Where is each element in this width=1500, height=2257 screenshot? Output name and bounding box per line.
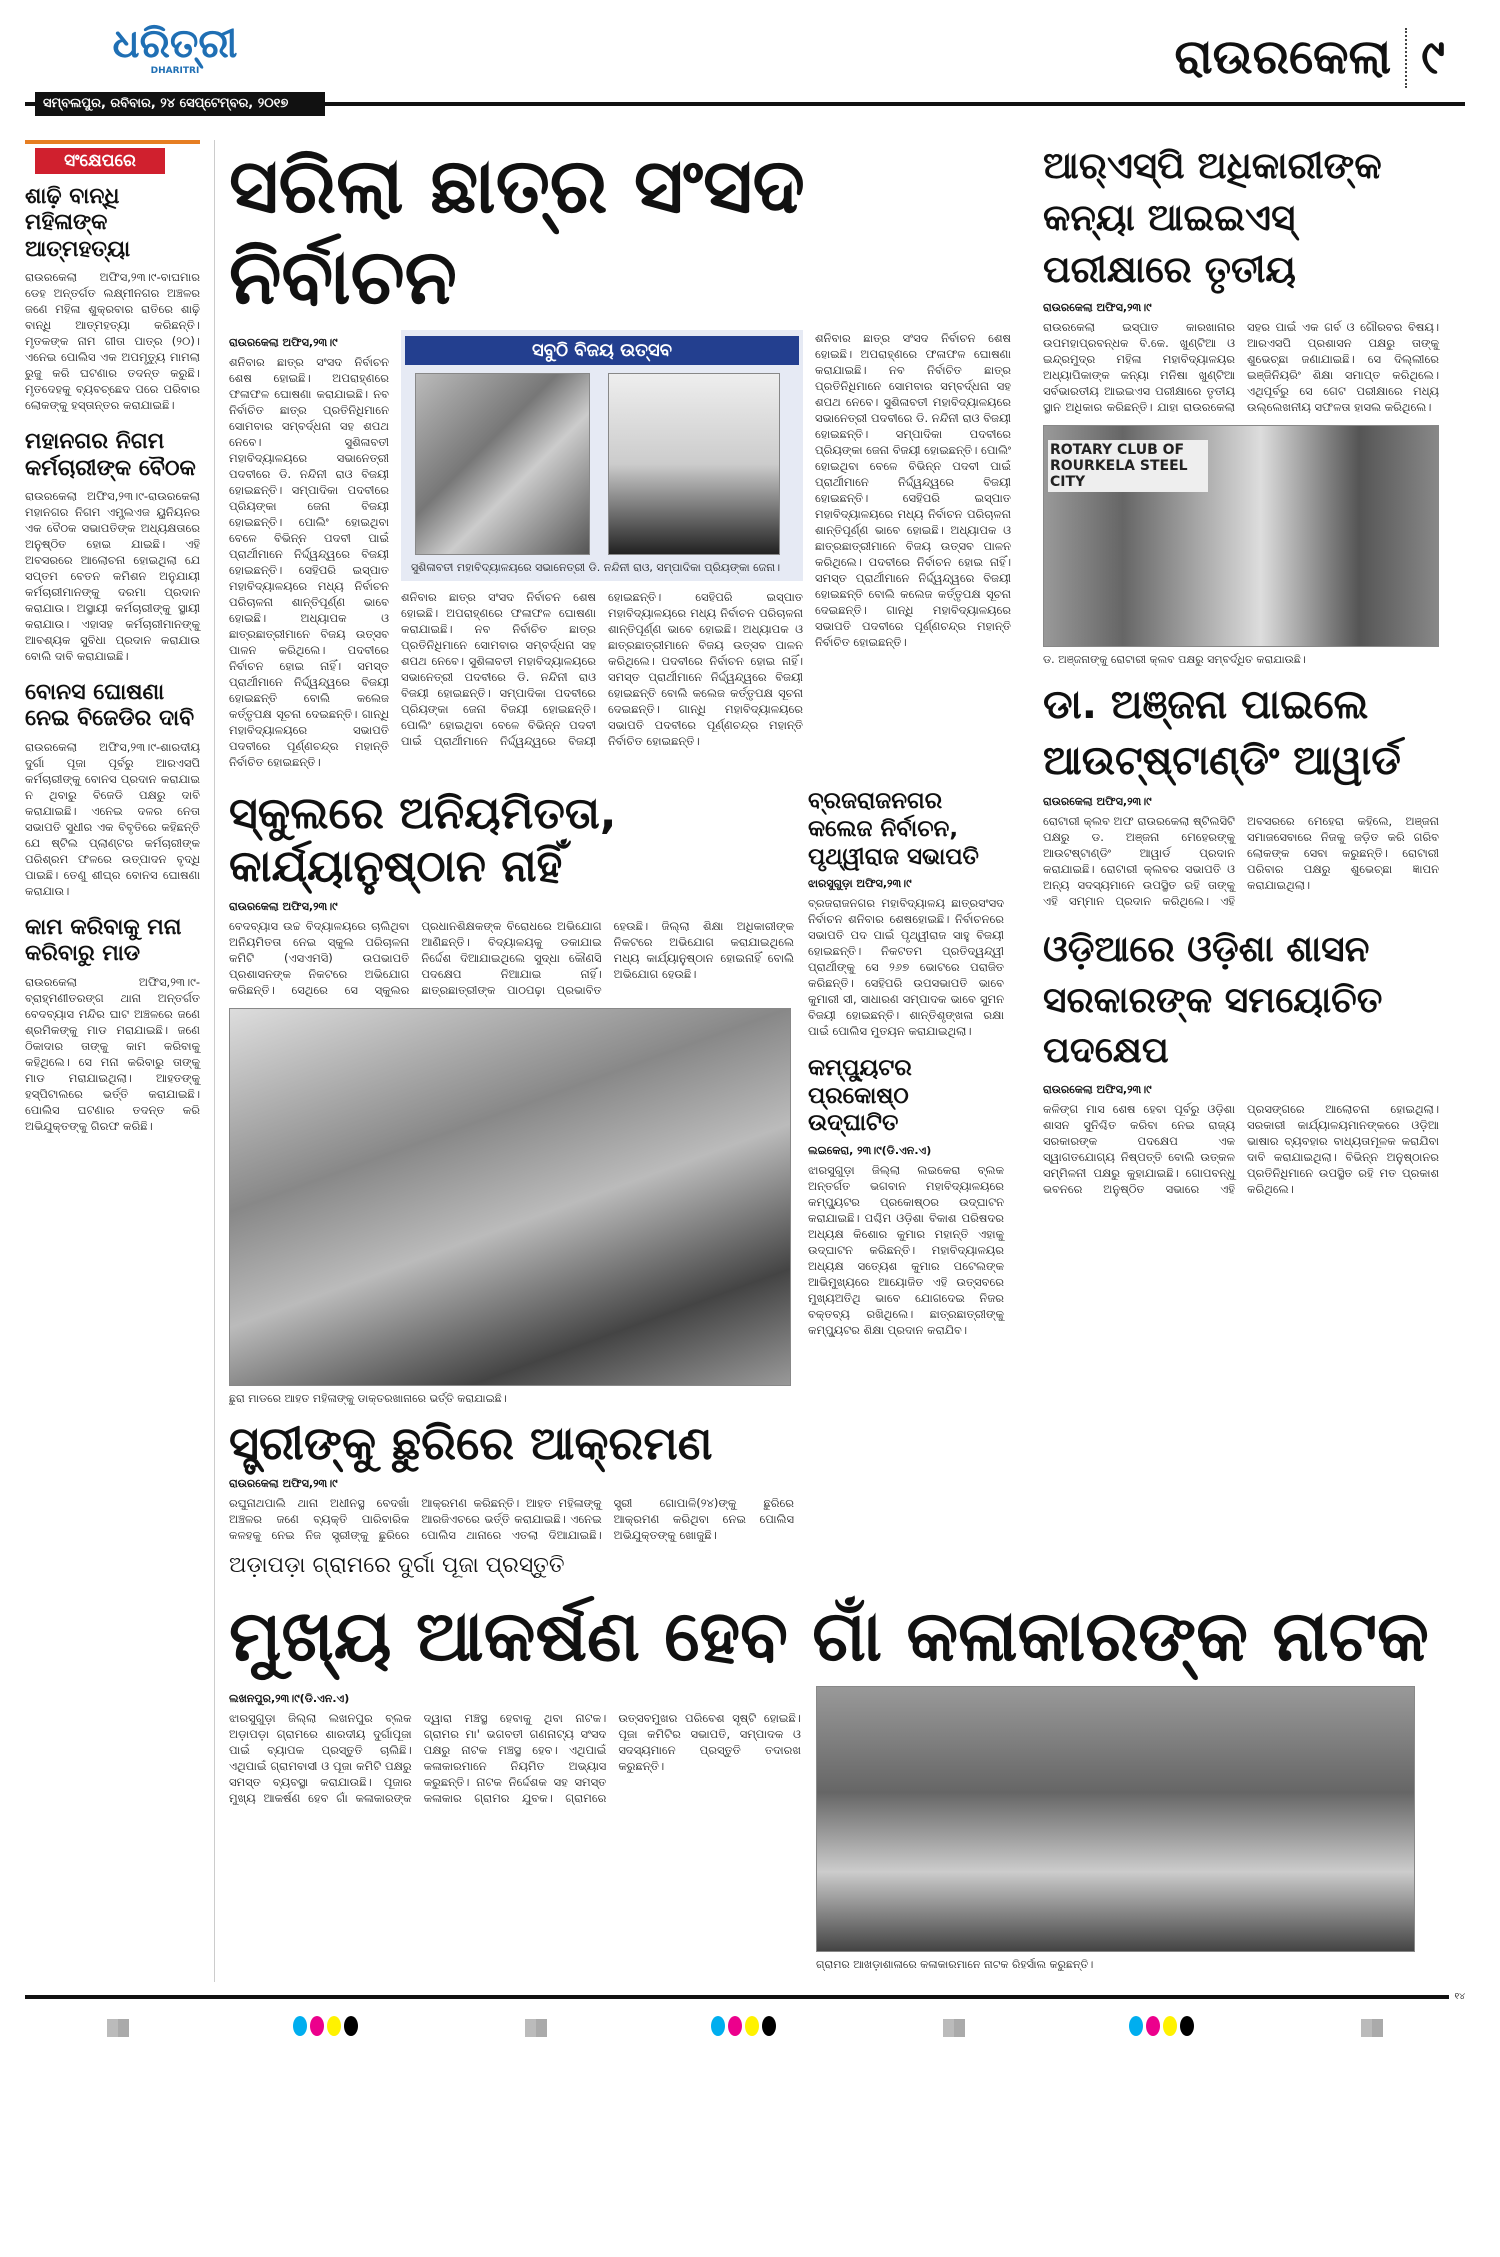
rsp-dateline: ରାଉରକେଲା ଅଫିସ,୨୩।୯ (1043, 301, 1152, 315)
brief-title: ମହାନଗର ନିଗମ କର୍ମଚାରୀଙ୍କ ବୈଠକ (25, 429, 196, 481)
durga-row (229, 1686, 1465, 1982)
anjana-text: ରୋଟାରୀ କ୍ଲବ ଅଫ ରାଉରକେଲା ଷ୍ଟିଲସିଟି ପକ୍ଷରୁ ଡ. ଅଞ୍ଜନା ମେହେରଙ୍କୁ ଆଉଟଷ୍ଟାଣ୍ଡିଂ ଆୱାର୍ଡ ପ୍ରଦାନ କରାଯାଇଛି। ରୋଟାରୀ କ୍ଲବର ସଭାପତି ଓ ଅନ୍ୟ ସଦସ୍ୟମାନେ ଉପସ୍ଥିତ ରହି ତାଙ୍କୁ ଏହି ସମ୍ମାନ ପ୍ରଦାନ କରିଥିଲେ। ଏହି ଅବସରରେ ମେହେରା କହିଲେ, ଅଞ୍ଜନା ସମାଜସେବାରେ ନିଜକୁ ଜଡ଼ିତ କରି ଗରିବ ଲୋକଙ୍କ ସେବା କରୁଛନ୍ତି। ରୋଟାରୀ ପରିବାର ପକ୍ଷରୁ ଶୁଭେଚ୍ଛା ଜ୍ଞାପନ କରାଯାଇଥିଲା। (1043, 814, 1439, 909)
registration-mark (107, 2019, 129, 2037)
brief-text: ରାଉରକେଲା ଅଫିସ,୨୩।୯-ବାଘମାର ଡେହ ଅନ୍ତର୍ଗତ ଲକ୍ଷ୍ମୀନଗର ଅଞ୍ଚଳର ଜଣେ ମହିଳା ଶୁକ୍ରବାର ରାତିରେ ଶାଢ଼ି ବାନ୍ଧି ଆତ୍ମହତ୍ୟା କରିଛନ୍ତି। ମୃତକଙ୍କ ନାମ ଗୀତା ପାତ୍ର (୨୦)। ଏନେଇ ପୋଲିସ ଏକ ଅପମୃତ୍ୟୁ ମାମଲା ରୁଜୁ କରି ଘଟଣାର ତଦନ୍ତ କରୁଛି। ମୃତଦେହକୁ ବ୍ୟବଚ୍ଛେଦ ପରେ ପରିବାର ଲୋକଙ୍କୁ ହସ୍ତାନ୍ତର କରାଯାଇଛି। (25, 270, 200, 413)
brief-label-bar (25, 140, 200, 144)
rotary-award-photo: ROTARY CLUB OF ROURKELA STEEL CITY (1043, 425, 1439, 647)
stab-text: ରଘୁନାଥପାଲି ଥାନା ଅଧୀନସ୍ଥ ବେଦଖାଁ ଅଞ୍ଚଳର ଜଣେ ବ୍ୟକ୍ତି ପାରିବାରିକ କଳହକୁ ନେଇ ନିଜ ସ୍ତ୍ରୀଙ୍କୁ ଛୁରିରେ ଆକ୍ରମଣ କରିଛନ୍ତି। ଆହତ ମହିଳାଙ୍କୁ ଆରଜିଏଚରେ ଭର୍ତ୍ତି କରାଯାଇଛି। ଏନେଇ ପୋଲିସ ଥାନାରେ ଏତଲା ଦିଆଯାଇଛି। ସ୍ତ୍ରୀ ଗୋପାଳି(୨୪)ଙ୍କୁ ଛୁରିରେ ଆକ୍ରମଣ କରିଥିବା ନେଇ ପୋଲିସ ଅଭିଯୁକ୍ତଙ୍କୁ ଖୋଜୁଛି। (229, 1496, 794, 1543)
brief-text: ରାଉରକେଲା ଅଫିସ,୨୩।୯-ରାଉରକେଲା ମହାନଗର ନିଗମ ଏମ୍ପ୍ଲଏଜ ୟୁନିୟନର ଏକ ବୈଠକ ସଭାପତିଙ୍କ ଅଧ୍ୟକ୍ଷତାରେ ଅନୁଷ୍ଠିତ ହୋଇ ଯାଇଛି। ଏହି ଅବସରରେ ଆଲୋଚନା ହୋଇଥିଲା ଯେ ସପ୍ତମ ବେତନ କମିଶନ ଅନୁଯାୟୀ କର୍ମଚାରୀମାନଙ୍କୁ ଦରମା ପ୍ରଦାନ କରାଯାଉ। ଅସ୍ଥାୟୀ କର୍ମଚାରୀଙ୍କୁ ସ୍ଥାୟୀ କରାଯାଉ। ଏହାସହ କର୍ମଚାରୀମାନଙ୍କୁ ଆବଶ୍ୟକ ସୁବିଧା ପ୍ରଦାନ କରାଯାଉ ବୋଲି ଦାବି କରାଯାଇଛି। (25, 488, 200, 663)
lead-col-1 (229, 330, 389, 770)
brajaraj-text: ବ୍ରଜରାଜନଗର ମହାବିଦ୍ୟାଳୟ ଛାତ୍ରସଂସଦ ନିର୍ବାଚନ ଶନିବାର ଶେଷହୋଇଛି। ନିର୍ବାଚନରେ ସଭାପତି ପଦ ପାଇଁ ପୃଥ୍ୱୀରାଜ ସାହୁ ବିଜୟୀ ହୋଇଛନ୍ତି। ନିକଟତମ ପ୍ରତିଦ୍ୱନ୍ଦ୍ୱୀ ପ୍ରାର୍ଥୀଙ୍କୁ ସେ ୨୬୭ ଭୋଟରେ ପରାଜିତ କରିଛନ୍ତି। ସେହିପରି ଉପସଭାପତି ଭାବେ କୁମାରୀ ସୀ, ସାଧାରଣ ସମ୍ପାଦକ ଭାବେ ସୁମନ ବିଜୟୀ ହୋଇଛନ୍ତି। ଶାନ୍ତିଶୃଙ୍ଖଳା ରକ୍ଷା ପାଇଁ ପୋଲିସ ମୁତୟନ କରାଯାଇଥିଲା। (808, 896, 1004, 1039)
masthead (25, 22, 1465, 122)
footer-rule-row (25, 1992, 1465, 2002)
durga-story (229, 1594, 1465, 1982)
school-dateline: ରାଉରକେଲା ଅଫିସ,୨୩।୯ (229, 899, 338, 913)
durga-text: ଝାରସୁଗୁଡ଼ା ଜିଲ୍ଲା ଲଖନପୁର ବ୍ଲକ ଅଡ଼ାପଡ଼ା ଗ୍ରାମରେ ଶାରଦୀୟ ଦୁର୍ଗାପୂଜା ପାଇଁ ବ୍ୟାପକ ପ୍ରସ୍ତୁତି ଚାଲିଛି। ଏଥିପାଇଁ ଗ୍ରାମବାସୀ ଓ ପୂଜା କମିଟି ପକ୍ଷରୁ ସମସ୍ତ ବ୍ୟବସ୍ଥା କରାଯାଉଛି। ପୂଜାର ମୁଖ୍ୟ ଆକର୍ଷଣ ହେବ ଗାଁ କଳାକାରଙ୍କ ଦ୍ୱାରା ମଞ୍ଚସ୍ଥ ହେବାକୁ ଥିବା ନାଟକ। ଗ୍ରାମର ମା' ଭଗବତୀ ଗଣନାଟ୍ୟ ସଂସଦ ପକ୍ଷରୁ ନାଟକ ମଞ୍ଚସ୍ଥ ହେବ। ଏଥିପାଇଁ କଳାକାରମାନେ ନିୟମିତ ଅଭ୍ୟାସ କରୁଛନ୍ତି। ନାଟକ ନିର୍ଦ୍ଦେଶକ ସହ ସମସ୍ତ କଳାକାର ଗ୍ରାମର ଯୁବକ। ଗ୍ରାମରେ ଉତ୍ସବମୁଖର ପରିବେଶ ସୃଷ୍ଟି ହୋଇଛି। ପୂଜା କମିଟିର ସଭାପତି, ସମ୍ପାଦକ ଓ ସଦସ୍ୟମାନେ ପ୍ରସ୍ତୁତି ତଦାରଖ କରୁଛନ୍ତି। (229, 1710, 801, 1805)
drama-photo-caption: ଗ୍ରାମର ଆଖଡ଼ାଶାଳାରେ କଳାକାରମାନେ ନାଟକ ରିହର୍ସାଲ କରୁଛନ୍ତି। (816, 1957, 1094, 1971)
page-body (25, 140, 1465, 1982)
drama-rehearsal-photo (816, 1686, 1415, 1952)
registration-mark (525, 2019, 547, 2037)
durga-dateline: ଲଖନପୁର,୨୩।୯(ଡି.ଏନ.ଏ) (229, 1691, 350, 1705)
section-name: ରାଉରକେଲା (1174, 29, 1392, 86)
logo: ଧରିତ୍ରୀ DHARITRI (112, 21, 238, 76)
school-text: ବେଦବ୍ୟାସ ଉଚ୍ଚ ବିଦ୍ୟାଳୟରେ ଚାଲିଥିବା ଅନିୟମିତତା ନେଇ ସ୍କୁଲ ପରିଚାଳନା କମିଟି (ଏସଏମସି) ଉପଭାପତି ପ୍ରଶାସନଙ୍କ ନିକଟରେ ଅଭିଯୋଗ କରିଛନ୍ତି। ସେଥିରେ ସେ ସ୍କୁଲର ପ୍ରଧାନଶିକ୍ଷକଙ୍କ ବିରୋଧରେ ଅଭିଯୋଗ ଆଣିଛନ୍ତି। ବିଦ୍ୟାଳୟକୁ ଡକାଯାଇ ନିର୍ଦ୍ଦେଶ ଦିଆଯାଇଥିଲେ ସୁଦ୍ଧା କୌଣସି ପଦକ୍ଷେପ ନିଆଯାଇ ନାହିଁ। ଛାତ୍ରଛାତ୍ରୀଙ୍କ ପାଠପଢ଼ା ପ୍ରଭାବିତ ହେଉଛି। ଜିଲ୍ଲା ଶିକ୍ଷା ଅଧିକାରୀଙ୍କ ନିକଟରେ ଅଭିଯୋଗ କରାଯାଇଥିଲେ ମଧ୍ୟ କାର୍ଯ୍ୟାନୁଷ୍ଠାନ ହୋଇନାହିଁ ବୋଲି ଅଭିଯୋଗ ହେଉଛି। (229, 918, 794, 997)
rotary-photo-caption: ଡ. ଅଞ୍ଜନାଙ୍କୁ ରୋଟାରୀ କ୍ଲବ ପକ୍ଷରୁ ସମ୍ବର୍ଦ୍ଧିତ କରାଯାଉଛି। (1043, 653, 1306, 667)
middle-column (808, 788, 1004, 1338)
school-column (229, 788, 794, 1579)
lead-text-2: ଶନିବାର ଛାତ୍ର ସଂସଦ ନିର୍ବାଚନ ଶେଷ ହୋଇଛି। ଅପରାହ୍ଣରେ ଫଳାଫଳ ଘୋଷଣା କରାଯାଇଛି। ନବ ନିର୍ବାଚିତ ଛାତ୍ର ପ୍ରତିନିଧିମାନେ ସୋମବାର ସମ୍ବର୍ଦ୍ଧନା ସହ ଶପଥ ନେବେ। ସୁଶିଳାବତୀ ମହାବିଦ୍ୟାଳୟରେ ସଭାନେତ୍ରୀ ପଦବୀରେ ଡି. ନନ୍ଦିନୀ ରାଓ ବିଜୟୀ ହୋଇଛନ୍ତି। ସମ୍ପାଦିକା ପଦବୀରେ ପ୍ରିୟଙ୍କା ଜେନା ବିଜୟୀ ହୋଇଛନ୍ତି। ପୋଲିଂ ହୋଇଥିବା ବେଳେ ବିଭିନ୍ନ ପଦବୀ ପାଇଁ ପ୍ରାର୍ଥୀମାନେ ନିର୍ଦ୍ଦ୍ୱନ୍ଦ୍ୱରେ ବିଜୟୀ ହୋଇଛନ୍ତି। ସେହିପରି ଇସ୍ପାତ ମହାବିଦ୍ୟାଳୟରେ ମଧ୍ୟ ନିର୍ବାଚନ ପରିଚାଳନା ଶାନ୍ତିପୂର୍ଣ୍ଣ ଭାବେ ହୋଇଛି। ଅଧ୍ୟାପକ ଓ ଛାତ୍ରଛାତ୍ରୀମାନେ ବିଜୟ ଉତ୍ସବ ପାଳନ କରିଥିଲେ। ପଦବୀରେ ନିର୍ବାଚନ ହୋଇ ନାହିଁ। ସମସ୍ତ ପ୍ରାର୍ଥୀମାନେ ନିର୍ଦ୍ଦ୍ୱନ୍ଦ୍ୱରେ ବିଜୟୀ ହୋଇଛନ୍ତି ବୋଲି କଲେଜ କର୍ତ୍ତୃପକ୍ଷ ସୂଚନା ଦେଇଛନ୍ତି। ଗାନ୍ଧି ମହାବିଦ୍ୟାଳୟରେ ସଭାପତି ପଦବୀରେ ପୂର୍ଣ୍ଣଚନ୍ଦ୍ର ମହାନ୍ତି ନିର୍ବାଚିତ ହୋଇଛନ୍ତି। (401, 590, 803, 749)
durga-text-column (229, 1686, 801, 1806)
odia-dateline: ରାଉରକେଲା ଅଫିସ,୨୩।୯ (1043, 1082, 1152, 1096)
lead-col-3 (815, 330, 1011, 650)
rsp-text: ରାଉରକେଲା ଇସ୍ପାତ କାରଖାନାର ଉପମହାପ୍ରବନ୍ଧକ ବି.କେ. ଖୁଣ୍ଟିଆ ଓ ଇନ୍ଦ୍ରମୁଦ୍ର ମହିଳା ମହାବିଦ୍ୟାଳୟର ଅଧ୍ୟାପିକାଙ୍କ କନ୍ୟା ମନିଷା ଖୁଣ୍ଟିଆ ସର୍ବଭାରତୀୟ ଆଇଇଏସ ପରୀକ୍ଷାରେ ତୃତୀୟ ସ୍ଥାନ ଅଧିକାର କରିଛନ୍ତି। ଯାହା ରାଉରକେଲା ସହର ପାଇଁ ଏକ ଗର୍ବ ଓ ଗୌରବର ବିଷୟ। ଆରଏସପି ପ୍ରଶାସନ ପକ୍ଷରୁ ତାଙ୍କୁ ଶୁଭେଚ୍ଛା ଜଣାଯାଇଛି। ସେ ଦିଲ୍ଲୀରେ ଇଞ୍ଜିନିୟରିଂ ଶିକ୍ଷା ସମାପ୍ତ କରିଥିଲେ। ଏଥିପୂର୍ବରୁ ସେ ଗେଟ ପରୀକ୍ଷାରେ ମଧ୍ୟ ଉଲ୍ଲେଖନୀୟ ସଫଳତା ହାସଲ କରିଥିଲେ। (1043, 320, 1439, 415)
center-column (229, 140, 1029, 1580)
main-area (229, 140, 1465, 1982)
color-registration-mark (293, 2016, 361, 2040)
computer-text: ଝାରସୁଗୁଡ଼ା ଜିଲ୍ଲା ଲଇକେରା ବ୍ଲକ ଅନ୍ତର୍ଗତ ଭଗବାନ ମହାବିଦ୍ୟାଳୟରେ କମ୍ପ୍ୟୁଟର ପ୍ରକୋଷ୍ଠର ଉଦ୍‌ଘାଟନ କରାଯାଇଛି। ପଶ୍ଚିମ ଓଡ଼ିଶା ବିକାଶ ପରିଷଦର ଅଧ୍ୟକ୍ଷ କିଶୋର କୁମାର ମହାନ୍ତି ଏହାକୁ ଉଦ୍‌ଘାଟନ କରିଛନ୍ତି। ମହାବିଦ୍ୟାଳୟର ଅଧ୍ୟକ୍ଷ ସତ୍ୟେଶ କୁମାର ପଟେଲଙ୍କ ଆଭିମୁଖ୍ୟରେ ଆୟୋଜିତ ଏହି ଉତ୍ସବରେ ମୁଖ୍ୟଅତିଥି ଭାବେ ଯୋଗଦେଇ ନିଜର ବକ୍ତବ୍ୟ ରଖିଥିଲେ। ଛାତ୍ରଛାତ୍ରୀଙ୍କୁ କମ୍ପ୍ୟୁଟର ଶିକ୍ଷା ପ୍ରଦାନ କରାଯିବ। (808, 1162, 1004, 1337)
school-headline: ସ୍କୁଲରେ ଅନିୟମିତତା, କାର୍ଯ୍ୟାନୁଷ୍ଠାନ ନାହିଁ (229, 788, 617, 893)
lead-dateline: ରାଉରକେଲା ଅଫିସ,୨୩।୯ (229, 336, 338, 350)
durga-subhead: ଅଡ଼ାପଡ଼ା ଗ୍ରାମରେ ଦୁର୍ଗା ପୂଜା ପ୍ରସ୍ତୁତି (229, 1553, 565, 1579)
registration-mark (1361, 2019, 1383, 2037)
brief-text: ରାଉରକେଲା ଅଫିସ,୨୩।୯-ବ୍ରାହ୍ମଣୀତରଙ୍ଗ ଥାନା ଅନ୍ତର୍ଗତ ବେଦବ୍ୟାସ ମନ୍ଦିର ଘାଟ ଅଞ୍ଚଳରେ ଜଣେ ଶ୍ରମିକଙ୍କୁ ମାଡ ମରାଯାଇଛି। ଜଣେ ଠିକାଦାର ତାଙ୍କୁ କାମ କରିବାକୁ କହିଥିଲେ। ସେ ମନା କରିବାରୁ ତାଙ୍କୁ ମାଡ ମରାଯାଇଥିଲା। ଆହତଙ୍କୁ ହସ୍ପିଟାଲରେ ଭର୍ତ୍ତି କରାଯାଇଛି। ପୋଲିସ ଘଟଣାର ତଦନ୍ତ କରି ଅଭିଯୁକ୍ତଙ୍କୁ ଗିରଫ କରିଛି। (25, 974, 200, 1133)
brief-item (25, 184, 200, 413)
durga-photo-column (816, 1686, 1415, 1982)
brief-text: ରାଉରକେଲା ଅଫିସ,୨୩।୯-ଶାରଦୀୟ ଦୁର୍ଗା ପୂଜା ପୂର୍ବରୁ ଆରଏସପି କର୍ମଚାରୀଙ୍କୁ ବୋନସ ପ୍ରଦାନ କରାଯାଇ ନ ଥିବାରୁ ବିଜେଡି ପକ୍ଷରୁ ଦାବି କରାଯାଇଛି। ଏନେଇ ଦଳର ନେତା ସଭାପତି ସୁଧୀର ଏକ ବିବୃତିରେ କହିଛନ୍ତି ଯେ ଷ୍ଟିଲ ପ୍ଲାଣ୍ଟର କର୍ମଚାରୀଙ୍କ ପରିଶ୍ରମ ଫଳରେ ଉତ୍ପାଦନ ବୃଦ୍ଧି ପାଇଛି। ତେଣୁ ଶୀଘ୍ର ବୋନସ ଘୋଷଣା କରାଯାଉ। (25, 739, 200, 898)
photo-priyanka-jena (608, 373, 780, 555)
color-registration-mark (1129, 2016, 1197, 2040)
computer-headline: କମ୍ପ୍ୟୁଟର ପ୍ରକୋଷ୍ଠ ଉଦ୍‌ଘାଟିତ (808, 1055, 912, 1137)
section-header (1174, 28, 1445, 88)
lead-photos (415, 373, 789, 555)
lead-photo-caption: ସୁଶିଳାବତୀ ମହାବିଦ୍ୟାଳୟରେ ସଭାନେତ୍ରୀ ଡି. ନନ୍ଦିନୀ ରାଓ, ସମ୍ପାଦିକା ପ୍ରିୟଙ୍କା ଜେନା। (411, 561, 781, 575)
footer-code: ୧୪ (1454, 1991, 1465, 2002)
brajaraj-headline: ବ୍ରଜରାଜନଗର କଲେଜ ନିର୍ବାଚନ, ପୃଥ୍ୱୀରାଜ ସଭାପତି (808, 788, 979, 870)
photo-nandini-rao (415, 373, 590, 555)
upper-section (229, 140, 1465, 1580)
odia-text: କଳିଙ୍ଗ ମାସ ଶେଷ ହେବା ପୂର୍ବରୁ ଓଡ଼ିଶା ଶାସନ ସୁନିଶ୍ଚିତ କରିବା ନେଇ ରାଜ୍ୟ ସରକାରଙ୍କ ପଦକ୍ଷେପ ଏକ ସ୍ୱାଗତଯୋଗ୍ୟ ନିଷ୍ପତ୍ତି ବୋଲି ଉତ୍କଳ ସମ୍ମିଳନୀ ପକ୍ଷରୁ କୁହାଯାଇଛି। ଗୋପବନ୍ଧୁ ଭବନରେ ଅନୁଷ୍ଠିତ ସଭାରେ ଏହି ପ୍ରସଙ୍ଗରେ ଆଲୋଚନା ହୋଇଥିଲା। ସରକାରୀ କାର୍ଯ୍ୟାଳୟମାନଙ୍କରେ ଓଡ଼ିଆ ଭାଷାର ବ୍ୟବହାର ବାଧ୍ୟତାମୂଳକ କରାଯିବା ଦାବି କରାଯାଇଥିଲା। ବିଭିନ୍ନ ଅନୁଷ୍ଠାନର ପ୍ରତିନିଧିମାନେ ଉପସ୍ଥିତ ରହି ମତ ପ୍ରକାଶ କରିଥିଲେ। (1043, 1101, 1439, 1196)
registration-mark (943, 2019, 965, 2037)
right-column (1043, 140, 1439, 1197)
brief-column (25, 140, 200, 1150)
brief-item (25, 429, 200, 664)
lead-story (229, 330, 1029, 770)
computer-dateline: ଲଇକେରା, ୨୩।୯(ଡି.ଏନ.ଏ) (808, 1143, 932, 1157)
durga-headline: ମୁଖ୍ୟ ଆକର୍ଷଣ ହେବ ଗାଁ କଳାକାରଙ୍କ ନାଟକ (229, 1594, 1429, 1677)
stab-dateline: ରାଉରକେଲା ଅଫିସ,୨୩।୯ (229, 1477, 338, 1491)
lead-headline: ସରିଲା ଛାତ୍ର ସଂସଦ ନିର୍ବାଚନ (229, 141, 805, 322)
anjana-headline: ଡା. ଅଞ୍ଜନା ପାଇଲେ ଆଉଟ୍‌ଷ୍ଟାଣ୍ଡିଂ ଆୱାର୍ଡ (1043, 682, 1401, 785)
column-divider (214, 140, 215, 1982)
brief-title: କାମ କରିବାକୁ ମନା କରିବାରୁ ମାଡ (25, 914, 182, 967)
header-divider (1405, 28, 1407, 88)
brief-title: ବୋନସ ଘୋଷଣା ନେଇ ବିଜେଡିର ଦାବି (25, 679, 195, 732)
brief-item (25, 915, 200, 1134)
anjana-dateline: ରାଉରକେଲା ଅଫିସ,୨୩।୯ (1043, 795, 1152, 809)
color-registration-mark (711, 2016, 779, 2040)
odia-headline: ଓଡ଼ିଆରେ ଓଡ଼ିଶା ଶାସନ ସରକାରଙ୍କ ସମୟୋଚିତ ପଦକ୍ଷେପ (1043, 929, 1383, 1072)
footer-rule (25, 1995, 1449, 1999)
dateline-bar: ସମ୍ବଲପୁର, ରବିବାର, ୨୪ ସେପ୍ଟେମ୍ବର, ୨୦୧୭ (35, 92, 325, 116)
brief-item (25, 680, 200, 899)
brajaraj-dateline: ଝାରସୁଗୁଡ଼ା ଅଫିସ,୨୩।୯ (808, 877, 912, 891)
photo-box-title: ସବୁଠି ବିଜୟ ଉତ୍ସବ (405, 336, 799, 365)
brief-label: ସଂକ୍ଷେପରେ (35, 148, 165, 174)
brief-title: ଶାଢ଼ି ବାନ୍ଧି ମହିଳାଙ୍କ ଆତ୍ମହତ୍ୟା (25, 184, 131, 262)
lower-center (229, 788, 1029, 1579)
registration-marks (25, 2016, 1465, 2040)
lead-text-3: ଶନିବାର ଛାତ୍ର ସଂସଦ ନିର୍ବାଚନ ଶେଷ ହୋଇଛି। ଅପରାହ୍ଣରେ ଫଳାଫଳ ଘୋଷଣା କରାଯାଇଛି। ନବ ନିର୍ବାଚିତ ଛାତ୍ର ପ୍ରତିନିଧିମାନେ ସୋମବାର ସମ୍ବର୍ଦ୍ଧନା ସହ ଶପଥ ନେବେ। ସୁଶିଳାବତୀ ମହାବିଦ୍ୟାଳୟରେ ସଭାନେତ୍ରୀ ପଦବୀରେ ଡି. ନନ୍ଦିନୀ ରାଓ ବିଜୟୀ ହୋଇଛନ୍ତି। ସମ୍ପାଦିକା ପଦବୀରେ ପ୍ରିୟଙ୍କା ଜେନା ବିଜୟୀ ହୋଇଛନ୍ତି। ପୋଲିଂ ହୋଇଥିବା ବେଳେ ବିଭିନ୍ନ ପଦବୀ ପାଇଁ ପ୍ରାର୍ଥୀମାନେ ନିର୍ଦ୍ଦ୍ୱନ୍ଦ୍ୱରେ ବିଜୟୀ ହୋଇଛନ୍ତି। ସେହିପରି ଇସ୍ପାତ ମହାବିଦ୍ୟାଳୟରେ ମଧ୍ୟ ନିର୍ବାଚନ ପରିଚାଳନା ଶାନ୍ତିପୂର୍ଣ୍ଣ ଭାବେ ହୋଇଛି। ଅଧ୍ୟାପକ ଓ ଛାତ୍ରଛାତ୍ରୀମାନେ ବିଜୟ ଉତ୍ସବ ପାଳନ କରିଥିଲେ। ପଦବୀରେ ନିର୍ବାଚନ ହୋଇ ନାହିଁ। ସମସ୍ତ ପ୍ରାର୍ଥୀମାନେ ନିର୍ଦ୍ଦ୍ୱନ୍ଦ୍ୱରେ ବିଜୟୀ ହୋଇଛନ୍ତି ବୋଲି କଲେଜ କର୍ତ୍ତୃପକ୍ଷ ସୂଚନା ଦେଇଛନ୍ତି। ଗାନ୍ଧି ମହାବିଦ୍ୟାଳୟରେ ସଭାପତି ପଦବୀରେ ପୂର୍ଣ୍ଣଚନ୍ଦ୍ର ମହାନ୍ତି ନିର୍ବାଚିତ ହୋଇଛନ୍ତି। (815, 331, 1011, 650)
page-number: ୯ (1421, 29, 1445, 86)
rsp-headline: ଆର୍‌ଏସ୍‌ପି ଅଧିକାରୀଙ୍କ କନ୍ୟା ଆଇଇଏସ୍ ପରୀକ୍ଷାରେ ତୃତୀୟ (1043, 144, 1382, 291)
stab-headline: ସ୍ତ୍ରୀଙ୍କୁ ଛୁରିରେ ଆକ୍ରମଣ (229, 1415, 713, 1470)
hospital-photo-caption: ଛୁରା ମାଡରେ ଆହତ ମହିଳାଙ୍କୁ ଡାକ୍ତରଖାନାରେ ଭର୍ତ୍ତି କରାଯାଇଛି। (229, 1391, 507, 1405)
lead-text-1: ଶନିବାର ଛାତ୍ର ସଂସଦ ନିର୍ବାଚନ ଶେଷ ହୋଇଛି। ଅପରାହ୍ଣରେ ଫଳାଫଳ ଘୋଷଣା କରାଯାଇଛି। ନବ ନିର୍ବାଚିତ ଛାତ୍ର ପ୍ରତିନିଧିମାନେ ସୋମବାର ସମ୍ବର୍ଦ୍ଧନା ସହ ଶପଥ ନେବେ। ସୁଶିଳାବତୀ ମହାବିଦ୍ୟାଳୟରେ ସଭାନେତ୍ରୀ ପଦବୀରେ ଡି. ନନ୍ଦିନୀ ରାଓ ବିଜୟୀ ହୋଇଛନ୍ତି। ସମ୍ପାଦିକା ପଦବୀରେ ପ୍ରିୟଙ୍କା ଜେନା ବିଜୟୀ ହୋଇଛନ୍ତି। ପୋଲିଂ ହୋଇଥିବା ବେଳେ ବିଭିନ୍ନ ପଦବୀ ପାଇଁ ପ୍ରାର୍ଥୀମାନେ ନିର୍ଦ୍ଦ୍ୱନ୍ଦ୍ୱରେ ବିଜୟୀ ହୋଇଛନ୍ତି। ସେହିପରି ଇସ୍ପାତ ମହାବିଦ୍ୟାଳୟରେ ମଧ୍ୟ ନିର୍ବାଚନ ପରିଚାଳନା ଶାନ୍ତିପୂର୍ଣ୍ଣ ଭାବେ ହୋଇଛି। ଅଧ୍ୟାପକ ଓ ଛାତ୍ରଛାତ୍ରୀମାନେ ବିଜୟ ଉତ୍ସବ ପାଳନ କରିଥିଲେ। ପଦବୀରେ ନିର୍ବାଚନ ହୋଇ ନାହିଁ। ସମସ୍ତ ପ୍ରାର୍ଥୀମାନେ ନିର୍ଦ୍ଦ୍ୱନ୍ଦ୍ୱରେ ବିଜୟୀ ହୋଇଛନ୍ତି ବୋଲି କଲେଜ କର୍ତ୍ତୃପକ୍ଷ ସୂଚନା ଦେଇଛନ୍ତି। ଗାନ୍ଧି ମହାବିଦ୍ୟାଳୟରେ ସଭାପତି ପଦବୀରେ ପୂର୍ଣ୍ଣଚନ୍ଦ୍ର ମହାନ୍ତି ନିର୍ବାଚିତ ହୋଇଛନ୍ତି। (229, 355, 389, 770)
lead-col-2 (401, 330, 803, 749)
lead-photo-box (401, 330, 803, 581)
hospital-photo (229, 1008, 791, 1386)
